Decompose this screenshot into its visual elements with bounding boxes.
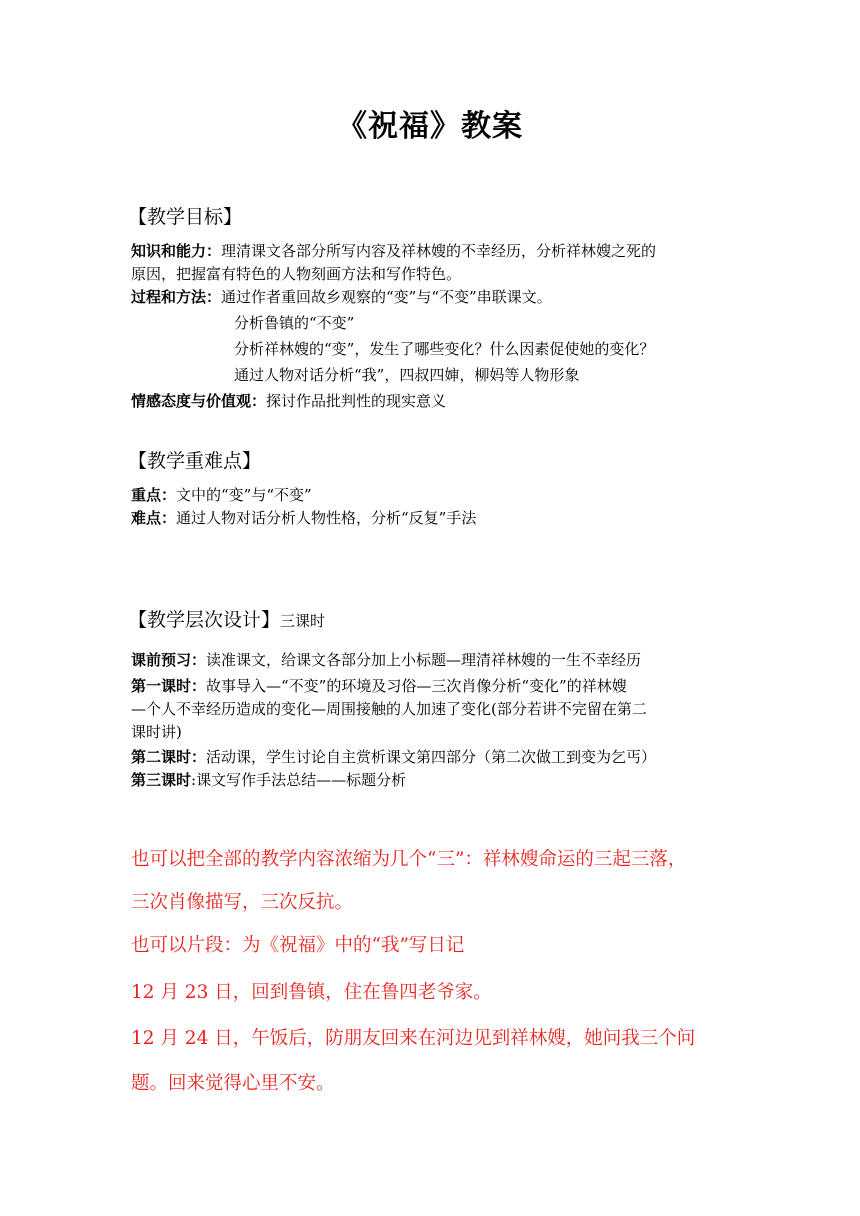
difficulty-text: 通过人物对话分析人物性格，分析“反复”手法 [176,509,477,527]
focus-text: 文中的“变”与“不变” [176,486,312,504]
process-item: 通过作者重回故乡观察的“变”与“不变”串联课文。 [221,288,552,306]
process-label: 过程和方法： [131,288,222,306]
note-line: 题。回来觉得心里不安。 [131,1073,335,1094]
difficulty-line [131,507,476,529]
process-item: 分析祥林嫂的“变”，发生了哪些变化？什么因素促使她的变化？ [234,340,655,358]
lesson2-line [131,746,656,768]
values-line [131,390,446,412]
key-points-heading: 【教学重难点】 [128,450,262,472]
preview-text: 读准课文，给课文各部分加上小标题—理清祥林嫂的一生不幸经历 [206,651,642,669]
lesson1-line [131,675,627,697]
lesson2-text: 活动课，学生讨论自主赏析课文第四部分（第二次做工到变为乞丐） [206,748,657,766]
lesson3-text: :课文写作手法总结——标题分析 [191,771,407,789]
preview-line [131,649,641,671]
document-title: 《祝福》教案 [337,109,523,144]
values-label: 情感态度与价值观： [131,392,267,410]
lesson1-text-continued: —个人不幸经历造成的变化—周围接触的人加速了变化(部分若讲不完留在第二 [131,700,647,718]
note-line: 12 月 24 日，午饭后，防朋友回来在河边见到祥林嫂，她问我三个问 [131,1028,696,1049]
lesson3-line [131,769,406,791]
preview-label: 课前预习： [131,651,207,669]
design-heading-suffix: 三课时 [280,612,326,630]
note-line: 也可以片段：为《祝福》中的“我”写日记 [131,935,465,956]
lesson1-text-continued: 课时讲) [131,723,182,741]
lesson1-label: 第一课时： [131,677,207,695]
lesson2-label: 第二课时： [131,748,207,766]
design-heading-text: 【教学层次设计】 [128,609,281,631]
focus-line [131,484,312,506]
process-line [131,286,552,308]
difficulty-label: 难点： [131,509,177,527]
lesson3-label: 第三课时 [131,771,192,789]
objectives-heading: 【教学目标】 [128,206,243,228]
knowledge-label: 知识和能力： [131,242,222,260]
note-line: 三次肖像描写，三次反抗。 [131,892,354,913]
knowledge-text-continued: 原因，把握富有特色的人物刻画方法和写作特色。 [131,265,462,283]
process-item: 分析鲁镇的“不变” [234,314,355,332]
values-text: 探讨作品批判性的现实意义 [266,392,447,410]
design-heading [128,606,325,635]
process-item: 通过人物对话分析“我”，四叔四婶，柳妈等人物形象 [234,366,580,384]
note-line: 也可以把全部的教学内容浓缩为几个“三”：祥林嫂命运的三起三落， [131,849,687,870]
knowledge-line [131,240,656,262]
note-line: 12 月 23 日，回到鲁镇，住在鲁四老爷家。 [131,982,492,1003]
focus-label: 重点： [131,486,177,504]
knowledge-text: 理清课文各部分所写内容及祥林嫂的不幸经历，分析祥林嫂之死的 [221,242,657,260]
lesson1-text: 故事导入—“不变”的环境及习俗—三次肖像分析“变化”的祥林嫂 [206,677,627,695]
